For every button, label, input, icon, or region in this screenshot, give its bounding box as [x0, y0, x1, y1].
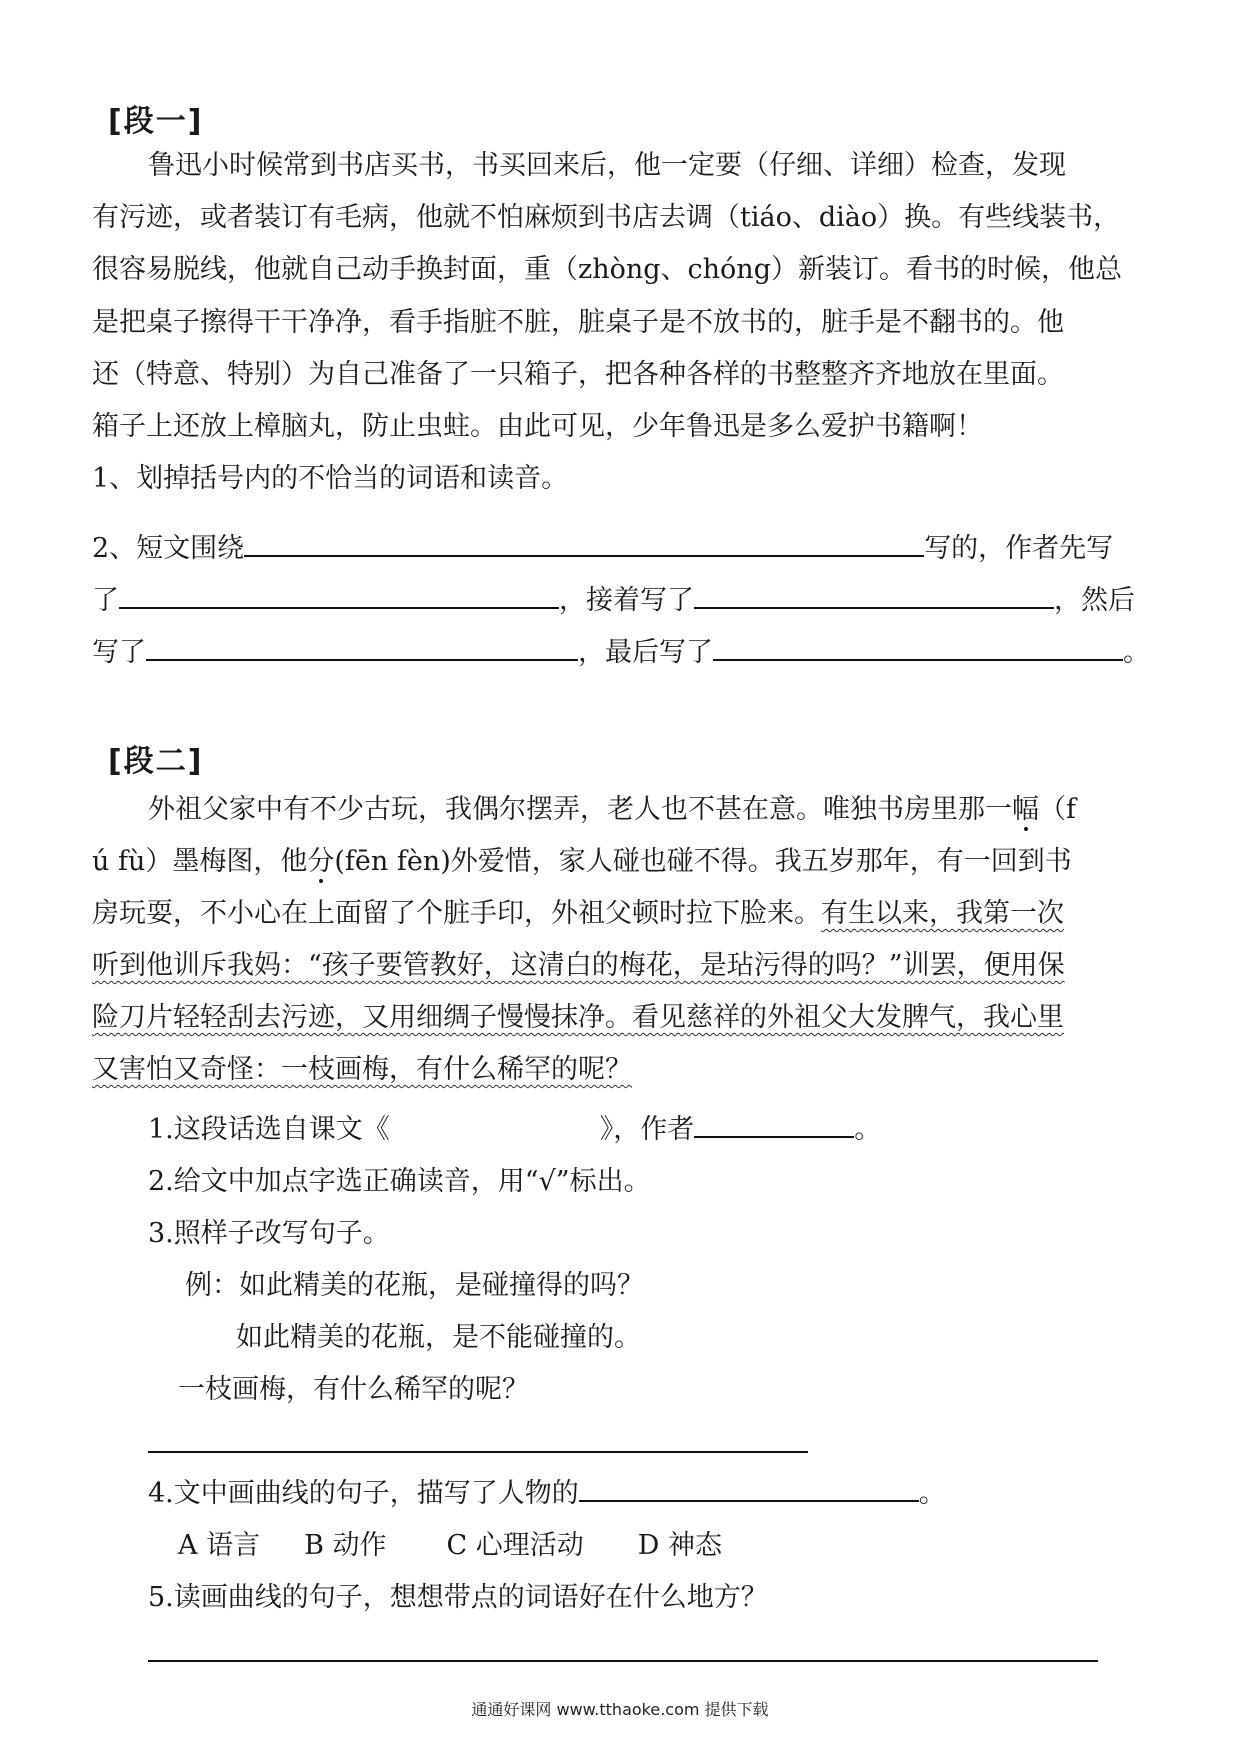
s1-paragraph-line-4: 是把桌子擦得干干净净，看手指脏不脏，脏桌子是不放书的，脏手是不翻书的。他	[92, 307, 1064, 338]
s2-p2-text: ú fù）墨梅图，他	[92, 846, 308, 877]
answer-blank-then[interactable]	[146, 637, 578, 661]
s2-question-3: 3.照样子改写句子。	[148, 1218, 390, 1249]
s2-paragraph-line-3	[92, 894, 1064, 934]
answer-blank-first[interactable]	[119, 585, 559, 609]
wavy-underlined-sentence: 有生以来，我第一次	[821, 898, 1064, 929]
option-d[interactable]: D 神态	[637, 1530, 723, 1561]
q2-text-d: ，接着写了	[559, 585, 694, 616]
q4-text: 4.文中画曲线的句子，描写了人物的	[148, 1478, 579, 1509]
q2-text-g: ，最后写了	[578, 637, 713, 668]
s2-question-4	[148, 1474, 946, 1514]
q2-text-c: 了	[92, 585, 119, 616]
q1-text-a: 1.这段话选自课文《	[148, 1114, 390, 1145]
s1-question-2-line-3	[92, 633, 1150, 673]
s2-question-1	[148, 1110, 881, 1150]
s1-paragraph-line-3: 很容易脱线，他就自己动手换封面，重（zhòng、chóng）新装订。看书的时候，他总	[92, 254, 1122, 285]
dotted-char-fen: 分	[307, 846, 335, 877]
answer-blank-last[interactable]	[713, 637, 1123, 661]
s1-question-2-line-2	[92, 581, 1135, 621]
q1-text-b: 》，作者	[599, 1114, 695, 1145]
answer-blank-topic[interactable]	[244, 533, 924, 557]
s2-question-5: 5.读画曲线的句子，想想带点的词语好在什么地方？	[148, 1582, 768, 1613]
s2-p1-text: 外祖父家中有不少古玩，我偶尔摆弄，老人也不甚在意。唯独书房里那一	[148, 794, 1012, 825]
wavy-underlined-sentence: 险刀片轻轻刮去污迹，又用细绸子慢慢抹净。看见慈祥的外祖父大发脾气，我心里	[92, 1002, 1064, 1033]
s2-paragraph-line-5	[92, 998, 1064, 1038]
s2-paragraph-line-6	[92, 1050, 632, 1090]
wavy-underlined-sentence: 听到他训斥我妈：“孩子要管教好，这清白的梅花，是玷污得的吗？”训罢，便用保	[92, 950, 1065, 981]
q2-text-b: 写的，作者先写	[924, 533, 1114, 564]
section1-heading: [段一]	[108, 104, 204, 139]
option-c[interactable]: C 心理活动	[446, 1530, 584, 1561]
section2-heading: [段二]	[108, 744, 204, 779]
q2-text-h: 。	[1123, 637, 1150, 668]
q2-text-f: 写了	[92, 637, 146, 668]
rewrite-prompt: 一枝画梅，有什么稀罕的呢？	[178, 1374, 529, 1405]
s2-paragraph-line-1	[148, 790, 1076, 830]
dotted-char-fu: 幅	[1012, 794, 1039, 825]
s2-p3-text: 房玩耍，不小心在上面留了个脏手印，外祖父顿时拉下脸来。	[92, 898, 821, 929]
q2-text-a: 2、短文围绕	[92, 533, 245, 564]
q1-text-c: 。	[854, 1114, 882, 1145]
answer-blank-author[interactable]	[694, 1114, 854, 1138]
answer-blank-character[interactable]	[579, 1478, 919, 1502]
answer-line-rewrite[interactable]	[148, 1451, 808, 1453]
q4-end: 。	[918, 1478, 946, 1509]
s2-question-4-options	[178, 1526, 722, 1566]
s1-paragraph-line-6: 箱子上还放上樟脑丸，防止虫蛀。由此可见，少年鲁迅是多么爱护书籍啊！	[92, 411, 983, 442]
footer-source: 通通好课网 www.tthaoke.com 提供下载	[471, 1700, 769, 1719]
s1-question-2-line-1	[92, 529, 1113, 569]
q2-text-e: ，然后	[1054, 585, 1135, 616]
s2-paragraph-line-4	[92, 946, 1065, 986]
s2-paragraph-line-2	[92, 842, 1072, 882]
example-rewritten: 如此精美的花瓶，是不能碰撞的。	[236, 1322, 641, 1353]
s2-p2-text-b: (fēn fèn)外爱惜，家人碰也碰不得。我五岁那年，有一回到书	[334, 846, 1072, 877]
wavy-underlined-sentence: 又害怕又奇怪：一枝画梅，有什么稀罕的呢？	[92, 1054, 632, 1085]
s1-paragraph-line-2: 有污迹，或者装订有毛病，他就不怕麻烦到书店去调（tiáo、diào）换。有些线装书，	[92, 202, 1121, 233]
s1-paragraph-line-1: 鲁迅小时候常到书店买书，书买回来后，他一定要（仔细、详细）检查，发现	[148, 150, 1066, 181]
option-b[interactable]: B 动作	[304, 1530, 387, 1561]
s2-question-2: 2.给文中加点字选正确读音，用“√”标出。	[148, 1166, 651, 1197]
answer-blank-next[interactable]	[694, 585, 1054, 609]
s2-p1-pinyin: （f	[1039, 794, 1076, 825]
example-original: 例：如此精美的花瓶，是碰撞得的吗？	[185, 1270, 644, 1301]
s1-question-1: 1、划掉括号内的不恰当的词语和读音。	[92, 463, 569, 494]
answer-line-q5[interactable]	[148, 1660, 1098, 1662]
option-a[interactable]: A 语言	[178, 1530, 261, 1561]
s1-paragraph-line-5: 还（特意、特别）为自己准备了一只箱子，把各种各样的书整整齐齐地放在里面。	[92, 359, 1064, 390]
